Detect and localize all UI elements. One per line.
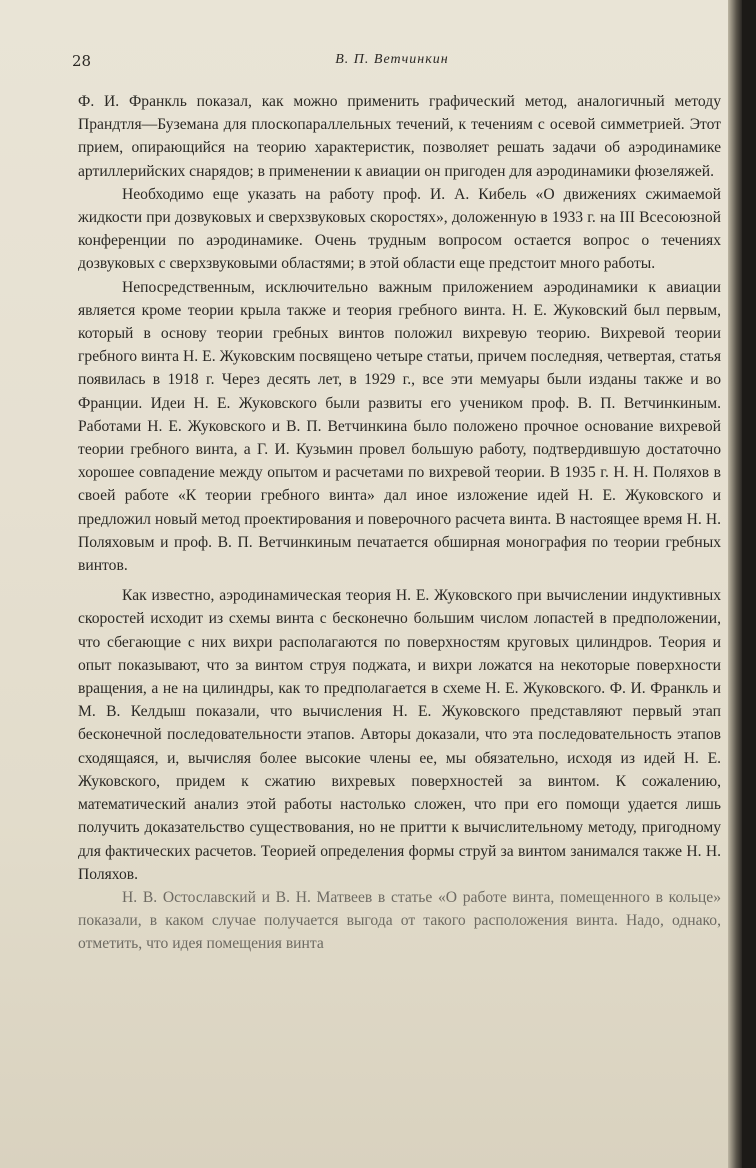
- page-edge-shadow: [728, 0, 742, 1168]
- paragraph-propeller-theory: Непосредственным, исключительно важным приложением аэродинамики к авиации является кроме теории крыла также и теория гребного винта. Н. Е. Жуковский был первым, который в основу теории гребных винтов положил вихревую теорию. Вихревой теории гребного винта Н. Е. Жуковским посвящено четыре статьи, причем последняя, четвертая, статья появилась в 1918 г. Через десять лет, в 1929 г., все эти мемуары были изданы также и во Франции. Идеи Н. Е. Жуковского были развиты его учеником проф. В. П. Ветчинкиным. Работами Н. Е. Жуковского и В. П. Ветчинкина было положено прочное основание вихревой теории гребного винта, а Г. И. Кузьмин провел большую работу, подтвердившую достаточно хорошее совпадение между опытом и расчетами по вихревой теории. В 1935 г. Н. Н. Поляхов в своей работе «К теории гребного винта» дал иное изложение идей Н. Е. Жуковского и предложил новый метод проектирования и поверочного расчета винта. В настоящее время Н. Н. Поляховым и проф. В. П. Ветчинкиным печатается обширная монография по теории гребных винтов.: [78, 278, 721, 575]
- paragraph-kibel: Необходимо еще указать на работу проф. И. А. Кибель «О движениях сжимаемой жидкости при дозвуковых и сверхзвуковых скоростях», доложенную в 1933 г. на III Всесоюзной конференции по аэродинамике. Очень трудным вопросом остается вопрос о течениях дозвуковых с сверхзвуковыми областями; в этой области еще предстоит много работы.: [78, 185, 721, 273]
- body-text: [78, 90, 721, 956]
- running-head: [62, 52, 722, 76]
- page-number: 28: [72, 52, 92, 70]
- running-title: В. П. Ветчинкин: [335, 52, 449, 67]
- paragraph-induced-velocities: Как известно, аэродинамическая теория Н. Е. Жуковского при вычислении индуктивных скоростей исходит из схемы винта с бесконечно большим числом лопастей в предположении, что сбегающие с них вихри располагаются по поверхностям круговых цилиндров. Теория и опыт показывают, что за винтом струя поджата, и вихри ложатся на некоторые поверхности вращения, а не на цилиндры, как то предполагается в схеме Н. Е. Жуковского. Ф. И. Франкль и М. В. Келдыш показали, что вычисления Н. Е. Жуковского представляют первый этап бесконечной последовательности этапов. Авторы доказали, что эта последовательность этапов сходящаяся, и, вычисляя более высокие члены ее, мы обязательно, исходя из идей Н. Е. Жуковского, придем к сжатию вихревых поверхностей за винтом. К сожалению, математический анализ этой работы настолько сложен, что при его помощи удается лишь получить доказательство существования, но не притти к вычислительному методу, пригодному для фактических расчетов. Теорией определения формы струй за винтом занимался также Н. Н. Поляхов.: [78, 587, 721, 883]
- paragraph-frankl: Ф. И. Франкль показал, как можно применить графический метод, аналогичный методу Прандтля—Буземана для плоскопараллельных течений, к течениям с осевой симметрией. Этот прием, опирающийся на теорию характеристик, позволяет решать задачи об аэродинамике артиллерийских снарядов; в применении к авиации он пригоден для аэродинамики фюзеляжей.: [78, 93, 721, 180]
- paragraph-ostoslavsky: Н. В. Остославский и В. Н. Матвеев в статье «О работе винта, помещенного в кольце» показали, в каком случае получается выгода от такого расположения винта. Надо, однако, отметить, что идея помещения винта: [78, 888, 721, 953]
